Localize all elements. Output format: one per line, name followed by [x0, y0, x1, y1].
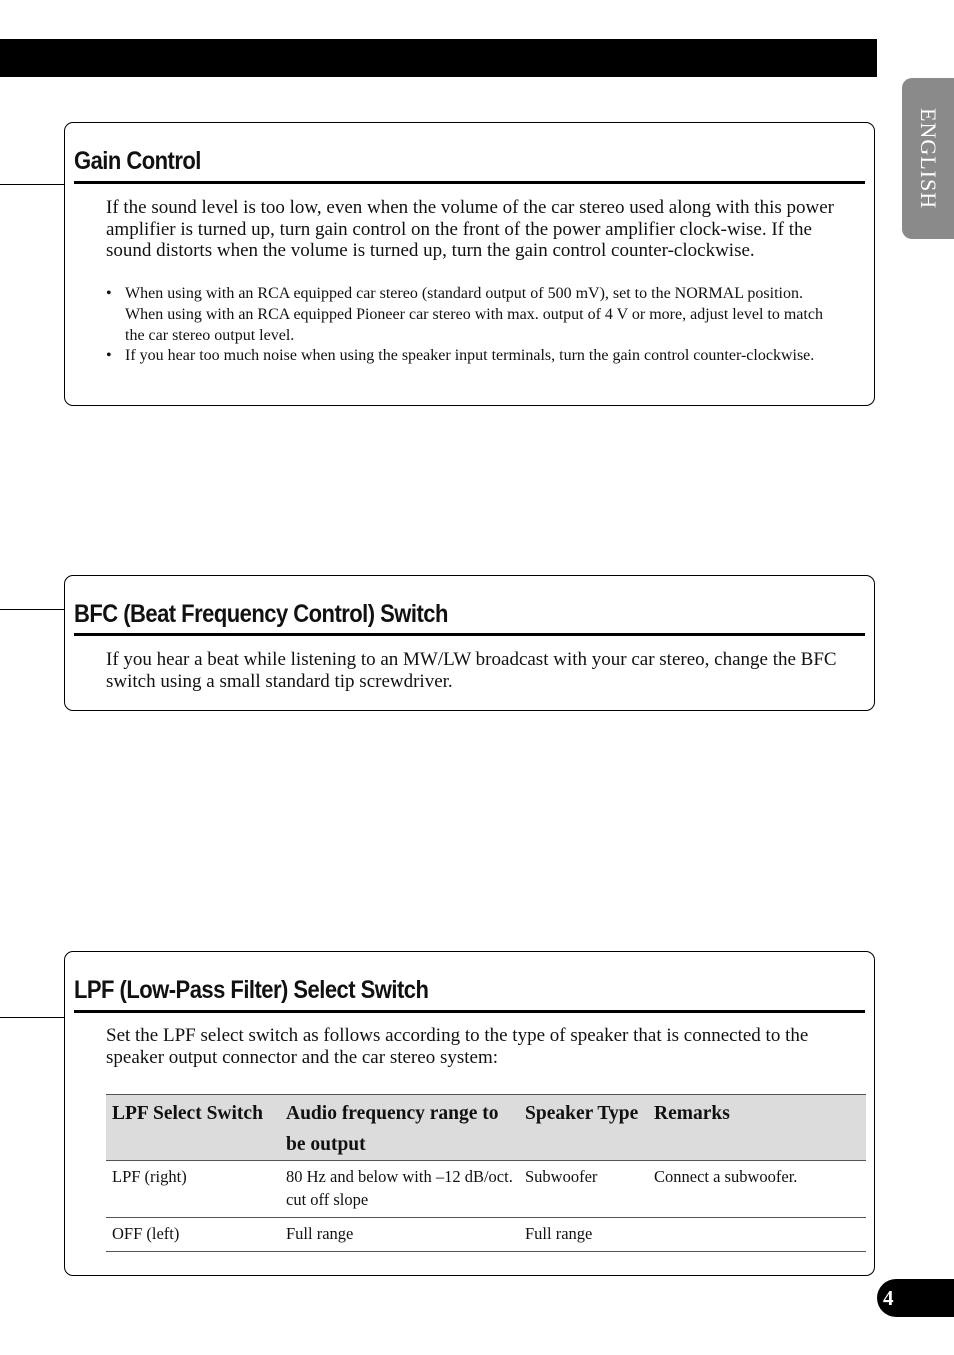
table-cell — [648, 1218, 866, 1252]
page-number: 4 — [877, 1279, 954, 1317]
section-body: If you hear a beat while listening to an MW/LW broadcast with your car stereo, change the BFC switch using a small standard tip screwdriver. — [106, 649, 837, 692]
section-body: Set the LPF select switch as follows according to the type of speaker that is connected to the speaker output connector and the car stereo system: — [106, 1025, 809, 1068]
language-tab — [902, 78, 954, 239]
section-leader-line — [0, 609, 64, 610]
table-cell: Full range — [519, 1218, 648, 1252]
list-item: • When using with an RCA equipped car stereo (standard output of 500 mV), set to the NORMAL position. When using with an RCA equipped Pioneer car stereo with max. output of 4 V or more, adjust level to match the car stereo output level. — [106, 284, 836, 346]
table-cell: Full range — [280, 1218, 519, 1252]
notes-list — [106, 284, 836, 367]
table-cell: Connect a subwoofer. — [648, 1161, 866, 1218]
list-item: • If you hear too much noise when using the speaker input terminals, turn the gain control counter-clockwise. — [106, 346, 836, 367]
language-label: ENGLISH — [916, 107, 941, 210]
title-rule — [74, 633, 865, 636]
section-title: BFC (Beat Frequency Control) Switch — [74, 600, 448, 628]
table-row — [106, 1218, 866, 1252]
section-title: LPF (Low-Pass Filter) Select Switch — [74, 976, 429, 1004]
table-cell: OFF (left) — [106, 1218, 280, 1252]
column-header: Remarks — [648, 1095, 866, 1161]
title-rule — [74, 1010, 865, 1013]
table-row — [106, 1161, 866, 1218]
bfc-switch-section — [64, 575, 875, 711]
table-cell: LPF (right) — [106, 1161, 280, 1218]
section-title: Gain Control — [74, 147, 201, 175]
lpf-switch-section — [64, 951, 875, 1276]
table-header-row — [106, 1095, 866, 1161]
table-cell: Subwoofer — [519, 1161, 648, 1218]
gain-control-section — [64, 122, 875, 406]
section-leader-line — [0, 184, 64, 185]
section-leader-line — [0, 1017, 64, 1018]
table-cell: 80 Hz and below with –12 dB/oct. cut off slope — [280, 1161, 519, 1218]
column-header: Audio frequency range to be output — [280, 1095, 519, 1161]
header-bar — [0, 39, 877, 77]
lpf-settings-table — [106, 1094, 866, 1252]
column-header: Speaker Type — [519, 1095, 648, 1161]
section-body: If the sound level is too low, even when the volume of the car stereo used along with this power amplifier is turned up, turn gain control on the front of the power amplifier clock-wise. If the sound distorts when the volume is turned up, turn the gain control counter-clockwise. — [106, 197, 834, 262]
column-header: LPF Select Switch — [106, 1095, 280, 1161]
title-rule — [74, 181, 865, 184]
